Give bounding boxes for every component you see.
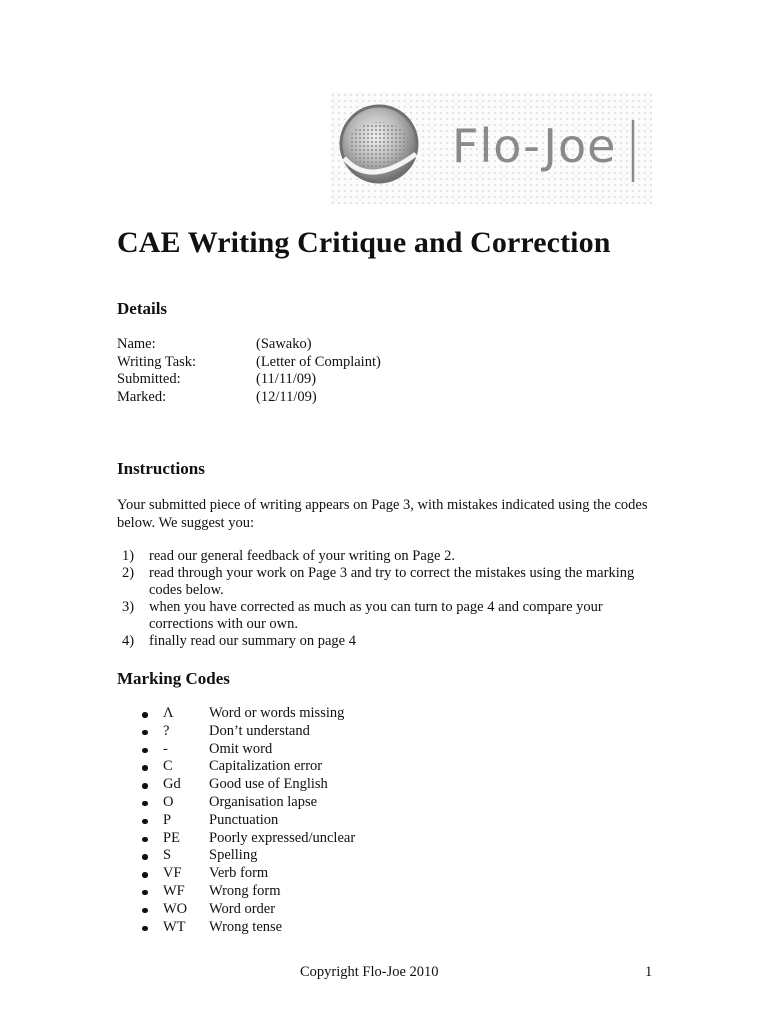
marking-code-description: Don’t understand (209, 722, 310, 739)
marking-code: C (163, 758, 173, 775)
bullet-icon (142, 926, 148, 932)
bullet-icon (142, 819, 148, 825)
marking-code-description: Good use of English (209, 776, 328, 793)
details-row (117, 371, 517, 389)
marking-codes-heading: Marking Codes (117, 669, 230, 688)
marking-code: - (163, 740, 168, 757)
details-row (117, 389, 517, 407)
details-value: (12/11/09) (256, 388, 317, 405)
instructions-steps (117, 548, 662, 650)
bullet-icon (142, 908, 148, 914)
bullet-icon (142, 748, 148, 754)
marking-code-description: Word order (209, 900, 276, 917)
step-number: 3) (122, 599, 135, 615)
document-title: CAE Writing Critique and Correction (117, 226, 611, 259)
marking-codes-list (117, 705, 517, 936)
marking-code-description: Punctuation (209, 811, 279, 828)
bullet-icon (142, 783, 148, 789)
step-text: finally read our summary on page 4 (149, 633, 356, 649)
details-table (117, 336, 517, 406)
bullet-icon (142, 801, 148, 807)
marking-code: PE (163, 829, 180, 846)
step-text: read through your work on Page 3 and try to correct the mistakes using the marking codes below. (149, 565, 635, 598)
marking-code-item (117, 830, 517, 848)
globe-icon (330, 92, 652, 204)
instruction-step (117, 548, 662, 565)
step-number: 2) (122, 565, 135, 581)
instruction-step (117, 599, 662, 633)
marking-code-description: Organisation lapse (209, 793, 318, 810)
details-row (117, 336, 517, 354)
details-label: Writing Task: (117, 353, 197, 370)
marking-code-item (117, 741, 517, 759)
bullet-icon (142, 872, 148, 878)
marking-code-item (117, 723, 517, 741)
marking-code-description: Capitalization error (209, 758, 323, 775)
marking-code: P (163, 811, 172, 828)
marking-code: WO (163, 900, 188, 917)
svg-text:Flo-Joe: Flo-Joe (452, 119, 617, 173)
bullet-icon (142, 854, 148, 860)
bullet-icon (142, 712, 148, 718)
marking-code-item (117, 847, 517, 865)
marking-code: VF (163, 865, 182, 882)
step-number: 4) (122, 633, 135, 649)
marking-code: O (163, 793, 174, 810)
instructions-heading: Instructions (117, 459, 205, 478)
footer-copyright: Copyright Flo-Joe 2010 (300, 964, 439, 980)
step-text: read our general feedback of your writing on Page 2. (149, 548, 455, 564)
marking-code-item (117, 705, 517, 723)
step-number: 1) (122, 548, 135, 564)
marking-code: S (163, 847, 172, 864)
marking-code-description: Omit word (209, 740, 273, 757)
marking-code-description: Spelling (209, 847, 258, 864)
marking-code: WT (163, 918, 186, 935)
marking-code-item (117, 812, 517, 830)
marking-code-description: Poorly expressed/unclear (209, 829, 356, 846)
details-label: Submitted: (117, 371, 181, 387)
details-value: (Letter of Complaint) (256, 353, 381, 370)
flo-joe-logo (330, 92, 652, 204)
marking-code-description: Verb form (209, 865, 269, 882)
marking-code-description: Word or words missing (209, 705, 345, 721)
marking-code-item (117, 776, 517, 794)
marking-code: Λ (163, 705, 174, 721)
marking-code-item (117, 758, 517, 776)
details-row (117, 354, 517, 372)
marking-code-item (117, 794, 517, 812)
page-number: 1 (645, 964, 653, 980)
details-label: Name: (117, 336, 156, 352)
instruction-step (117, 565, 662, 599)
step-text: when you have corrected as much as you can turn to page 4 and compare your corrections with our own. (149, 599, 603, 632)
marking-code: WF (163, 882, 185, 899)
instructions-intro: Your submitted piece of writing appears on Page 3, with mistakes indicated using the codes below. We suggest you: (117, 497, 648, 531)
details-value: (11/11/09) (256, 371, 317, 387)
bullet-icon (142, 730, 148, 736)
marking-code-item (117, 919, 517, 937)
details-value: (Sawako) (256, 336, 312, 352)
marking-code: ? (163, 722, 170, 739)
marking-code-description: Wrong form (209, 882, 281, 899)
details-label: Marked: (117, 388, 167, 405)
marking-code-item (117, 901, 517, 919)
details-heading: Details (117, 299, 168, 318)
marking-code: Gd (163, 776, 181, 793)
marking-code-description: Wrong tense (209, 918, 283, 935)
instruction-step (117, 633, 662, 650)
bullet-icon (142, 890, 148, 896)
bullet-icon (142, 765, 148, 771)
marking-code-item (117, 883, 517, 901)
marking-code-item (117, 865, 517, 883)
bullet-icon (142, 837, 148, 843)
